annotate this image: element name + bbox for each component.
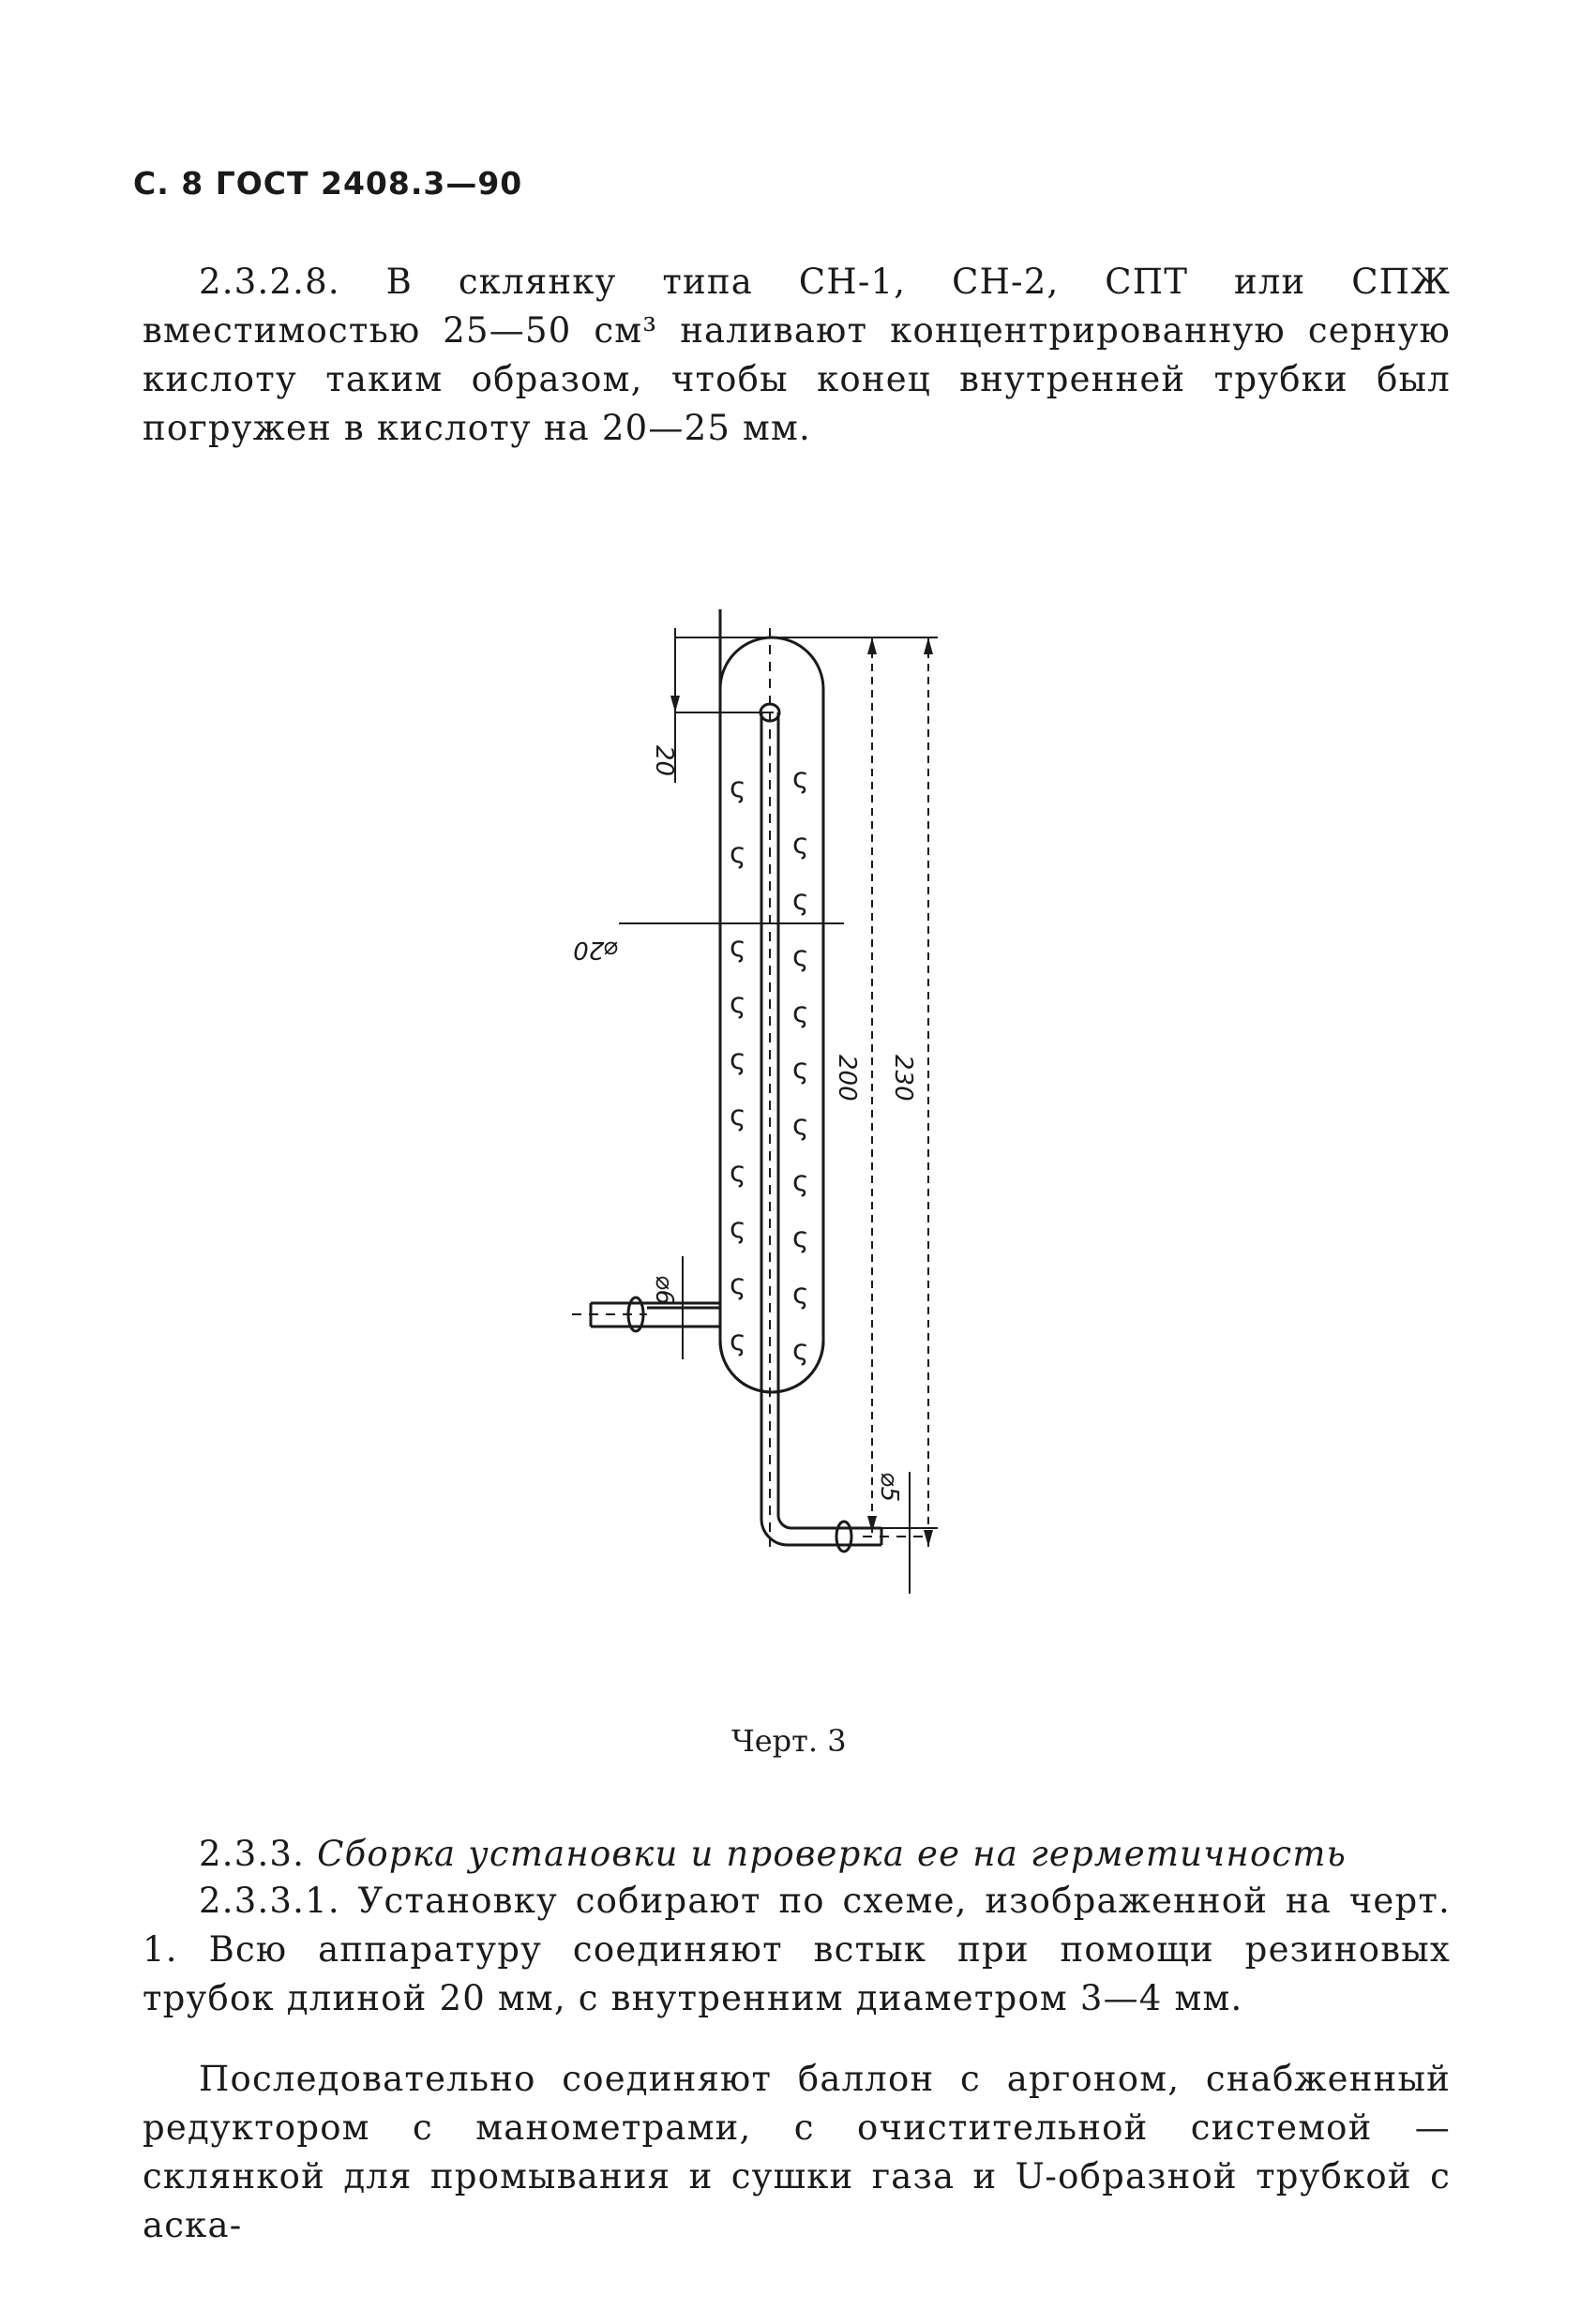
page-header: С. 8 ГОСТ 2408.3—90 [133,165,523,202]
dim-phi20: ⌀20 [573,936,619,964]
dim-phi6: ⌀6 [650,1275,678,1306]
svg-text:ς: ς [792,884,809,917]
svg-text:ς: ς [792,1165,809,1198]
svg-text:ς: ς [730,1156,746,1189]
paragraph-2-3-2-8: 2.3.2.8. В склянку типа СН-1, СН-2, СПТ или СПЖ вместимостью 25—50 см³ наливают концентрированную серную кислоту таким образом, чтобы конец внутренней трубки был погружен в кислоту на 20—25 мм. [143,262,1451,448]
section-title: Сборка установки и проверка ее на герметичность [317,1834,1347,1874]
dim-200: 200 [833,1055,861,1102]
svg-text:ς: ς [730,1325,746,1357]
figure-drawing [563,609,938,1594]
svg-text:ς: ς [792,997,809,1029]
paragraph-continuation: Последовательно соединяют баллон с аргоном, снабженный редуктором с манометрами, с очистительной системой — склянкой для промывания и сушки газа и U-образной трубкой с аска- [143,2059,1451,2245]
svg-text:ς: ς [792,1278,809,1311]
svg-text:ς: ς [792,762,809,795]
svg-text:ς: ς [730,1043,746,1076]
svg-text:ς: ς [792,1109,809,1142]
dim-230: 230 [889,1055,917,1102]
svg-text:ς: ς [730,1100,746,1132]
dim-phi5: ⌀5 [875,1472,903,1503]
dim-20: 20 [650,745,678,777]
svg-text:ς: ς [792,828,809,861]
svg-text:ς: ς [730,931,746,964]
svg-text:ς: ς [730,987,746,1020]
figure-caption: Черт. 3 [731,1723,847,1759]
svg-text:ς: ς [730,837,746,870]
svg-text:ς: ς [730,1268,746,1301]
svg-text:ς: ς [730,1212,746,1245]
paragraph-2-3-3-1: 2.3.3.1. Установку собирают по схеме, изображенной на черт. 1. Всю аппаратуру соединяют встык при помощи резиновых трубок длиной 20 мм, с внутренним диаметром 3—4 мм. [143,1881,1451,2018]
svg-text:ς: ς [792,1053,809,1086]
inner-tube [761,712,881,1545]
section-number: 2.3.3. [199,1834,306,1874]
svg-text:ς: ς [792,1222,809,1254]
svg-text:ς: ς [792,1334,809,1367]
svg-text:ς: ς [792,940,809,973]
svg-text:ς: ς [730,772,746,804]
section-2-3-3-heading [143,1830,1451,1879]
